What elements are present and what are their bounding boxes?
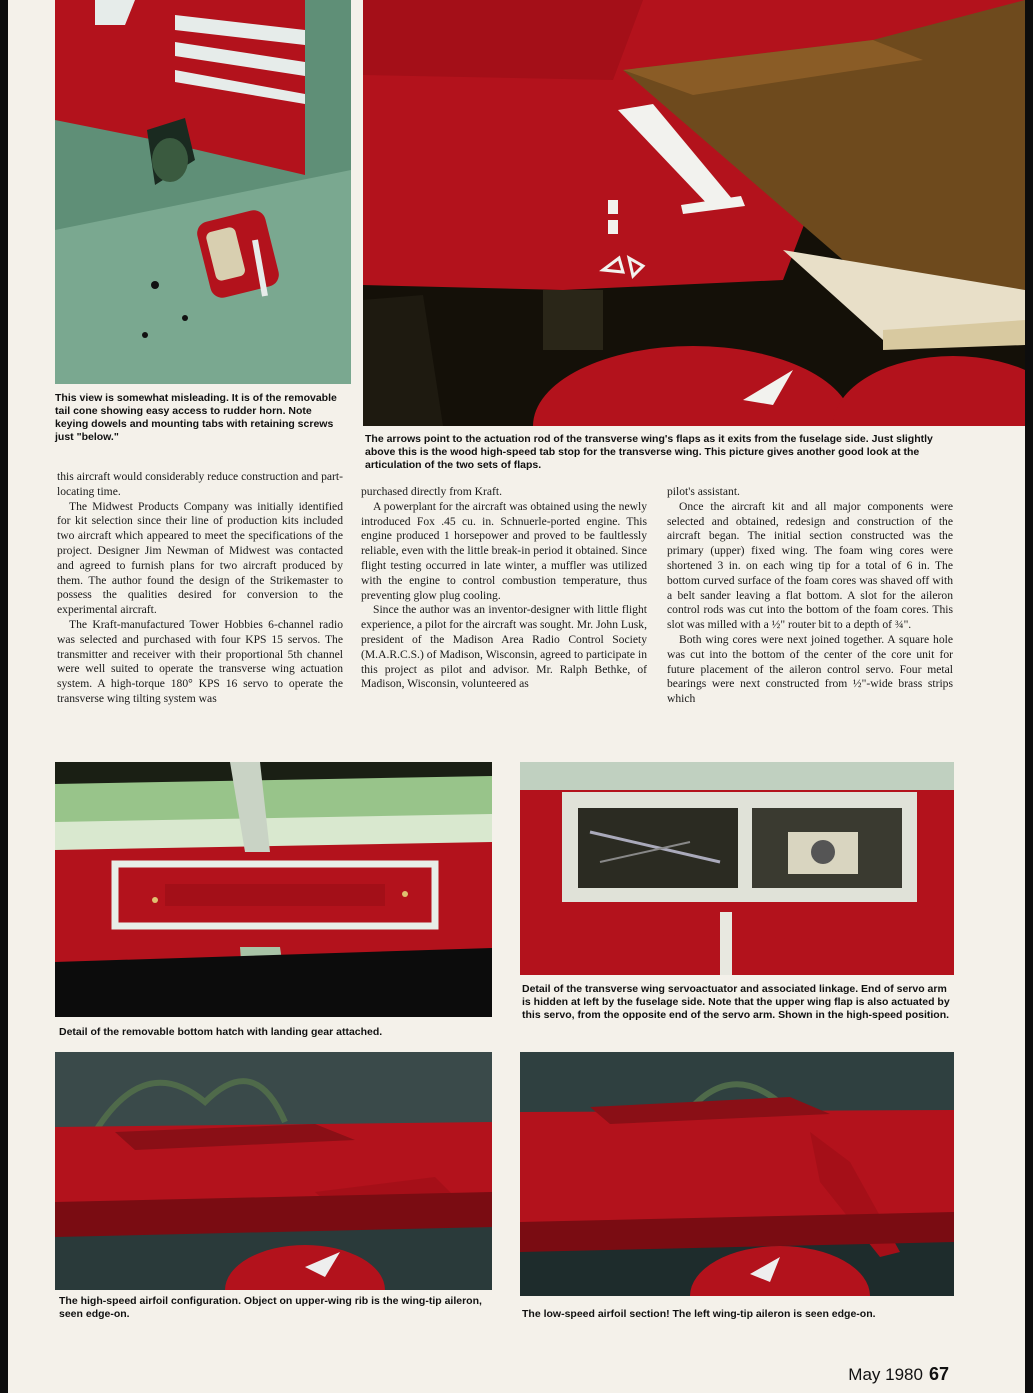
photo-low-speed-configuration: [520, 1052, 954, 1296]
page-number: 67: [928, 1364, 949, 1384]
paragraph: The Midwest Products Company was initially identified for kit selection since their line of production kits included two aircraft which appeared to meet the specifications of the project. Designer Jim Newman of Midwest was contacted and agreed to furnish plans for two aircraft produced by them. The author found the design of the Strikemaster to possess the qualities desired for conversion to the experimental aircraft.: [57, 499, 343, 617]
paragraph: this aircraft would considerably reduce construction and part-locating time.: [57, 470, 343, 498]
caption-bottom-hatch: Detail of the removable bottom hatch with landing gear attached.: [59, 1026, 383, 1038]
photo-bottom-hatch: [55, 762, 492, 1017]
text-column-1: [57, 470, 343, 707]
issue-date: May 1980: [848, 1365, 923, 1384]
caption-high-speed-configuration: The high-speed airfoil configuration. Object on upper-wing rib is the wing-tip aileron, seen edge-on.: [59, 1295, 482, 1320]
magazine-page: [8, 0, 1025, 1393]
paragraph: A powerplant for the aircraft was obtained using the newly introduced Fox .45 cu. in. Schnuerle-ported engine. This engine produced 1 horsepower and proved to be faultlessly reliable, even with the little break-in period it obtained. Since flight testing occurred in late winter, a muffler was utilized with the engine to control combustion temperature, thus preventing glow plug cooling.: [361, 499, 647, 602]
paragraph: pilot's assistant.: [667, 485, 740, 498]
page-footer: [848, 1364, 949, 1385]
paragraph: Both wing cores were next joined together. A square hole was cut into the bottom of the center of the core unit for future placement of the aileron control servo. Four metal bearings were next constructed from ½"-wide brass strips which: [667, 632, 953, 706]
caption-low-speed-configuration: The low-speed airfoil section! The left wing-tip aileron is seen edge-on.: [522, 1308, 876, 1320]
paragraph: Since the author was an inventor-designer with little flight experience, a pilot for the aircraft was sought. Mr. John Lusk, president of the Madison Area Radio Control Society (M.A.R.C.S.) of Madison, Wisconsin, agreed to participate in this project as pilot and advisor. Mr. Ralph Bethke, of Madison, Wisconsin, volunteered as: [361, 603, 647, 691]
text-column-3: [667, 485, 953, 707]
photo-servo-linkage: [520, 762, 954, 975]
paragraph: Once the aircraft kit and all major components were selected and obtained, redesign and construction of the aircraft began. The initial section constructed was the primary (upper) fixed wing. The foam wing cores were shortened 3 in. on each wing tip for a total of 6 in. The bottom curved surface of the foam cores was shaved off with a belt sander leaving a flat bottom. A slot for the aileron control rods was cut into the bottom of the foam cores. This slot was milled with a ½" router bit to a depth of ¾".: [667, 499, 953, 632]
caption-flap-actuation-rod: The arrows point to the actuation rod of the transverse wing's flaps as it exits from the fuselage side. Just slightly above this is the wood high-speed tab stop for the transverse wing. This picture gives another good look at the articulation of the two sets of flaps.: [365, 433, 933, 471]
text-column-2: [361, 485, 647, 692]
photo-tail-cone: [55, 0, 351, 384]
caption-servo-linkage: Detail of the transverse wing servoactuator and associated linkage. End of servo arm is hidden at left by the fuselage side. Note that the upper wing flap is also actuated by this servo, from the opposite end of the servo arm. Shown in the high-speed position.: [522, 983, 950, 1021]
photo-high-speed-configuration: [55, 1052, 492, 1290]
paragraph: purchased directly from Kraft.: [361, 485, 502, 498]
paragraph: The Kraft-manufactured Tower Hobbies 6-channel radio was selected and purchased with four KPS 15 servos. The transmitter and receiver with their proportional 5th channel were well suited to operate the transverse wing actuation system. A high-torque 180° KPS 16 servo to operate the transverse wing tilting system was: [57, 617, 343, 705]
photo-flap-actuation-rod: [363, 0, 1025, 426]
caption-tail-cone: This view is somewhat misleading. It is of the removable tail cone showing easy access to rudder horn. Note keying dowels and mounting tabs with retaining screws just "below.": [55, 392, 337, 443]
